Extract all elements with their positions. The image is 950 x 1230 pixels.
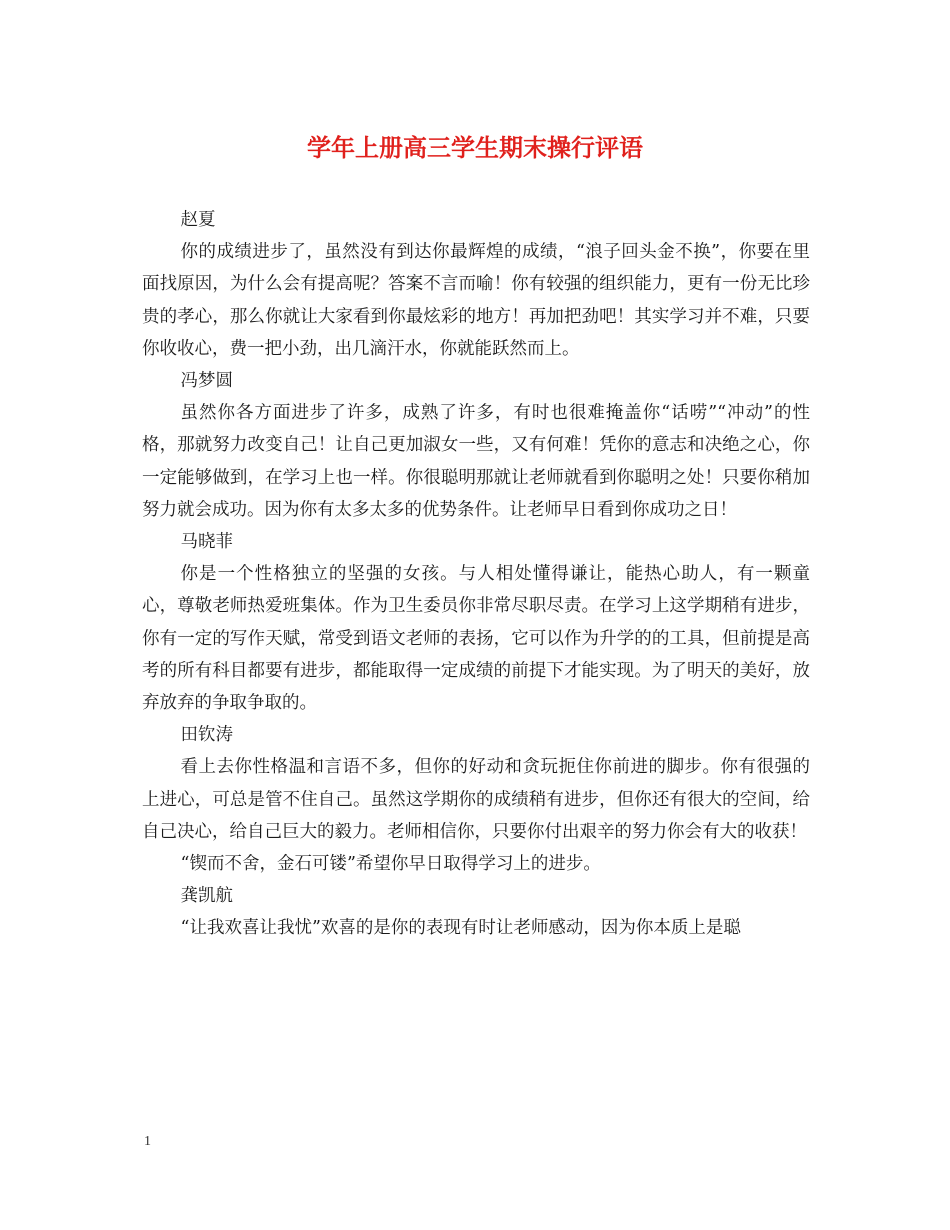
comment-paragraph: 你的成绩进步了，虽然没有到达你最辉煌的成绩，“浪子回头金不换”，你要在里面找原因，为什么会有提高呢？答案不言而喻！你有较强的组织能力，更有一份无比珍贵的孝心，那么你就让大家看到你最炫彩的地方！再加把劲吧！其实学习并不难，只要你收收心，费一把小劲，出几滴汗水，你就能跃然而上。 <box>142 242 810 359</box>
comment-paragraph: 看上去你性格温和言语不多，但你的好动和贪玩扼住你前进的脚步。你有很强的上进心，可总是管不住自己。虽然这学期你的成绩稍有进步，但你还有很大的空间，给自己决心，给自己巨大的毅力。老师相信你，只要你付出艰辛的努力你会有大的收获！ <box>142 757 810 842</box>
student-name: 龚凯航 <box>180 886 233 907</box>
page-number: 1 <box>144 1134 151 1149</box>
student-name: 田钦涛 <box>180 725 233 746</box>
document-body <box>142 204 810 945</box>
document-title: 学年上册高三学生期末操行评语 <box>307 133 643 162</box>
student-name: 冯梦圆 <box>180 371 233 392</box>
student-name: 马晓菲 <box>180 532 233 553</box>
comment-paragraph: 虽然你各方面进步了许多，成熟了许多，有时也很难掩盖你“话唠”“冲动”的性格，那就努力改变自己！让自己更加淑女一些，又有何难！凭你的意志和决绝之心，你一定能够做到，在学习上也一样。你很聪明那就让老师就看到你聪明之处！只要你稍加努力就会成功。因为你有太多太多的优势条件。让老师早日看到你成功之日！ <box>142 403 810 520</box>
comment-paragraph: “锲而不舍，金石可镂”希望你早日取得学习上的进步。 <box>180 854 601 875</box>
comment-paragraph: “让我欢喜让我忧”欢喜的是你的表现有时让老师感动，因为你本质上是聪 <box>180 918 741 939</box>
student-name: 赵夏 <box>180 210 216 230</box>
comment-paragraph: 你是一个性格独立的坚强的女孩。与人相处懂得谦让，能热心助人，有一颗童心，尊敬老师热爱班集体。作为卫生委员你非常尽职尽责。在学习上这学期稍有进步，你有一定的写作天赋，常受到语文老师的表扬，它可以作为升学的的工具，但前提是高考的所有科目都要有进步，都能取得一定成绩的前提下才能实现。为了明天的美好，放弃放弃的争取争取的。 <box>142 564 810 714</box>
